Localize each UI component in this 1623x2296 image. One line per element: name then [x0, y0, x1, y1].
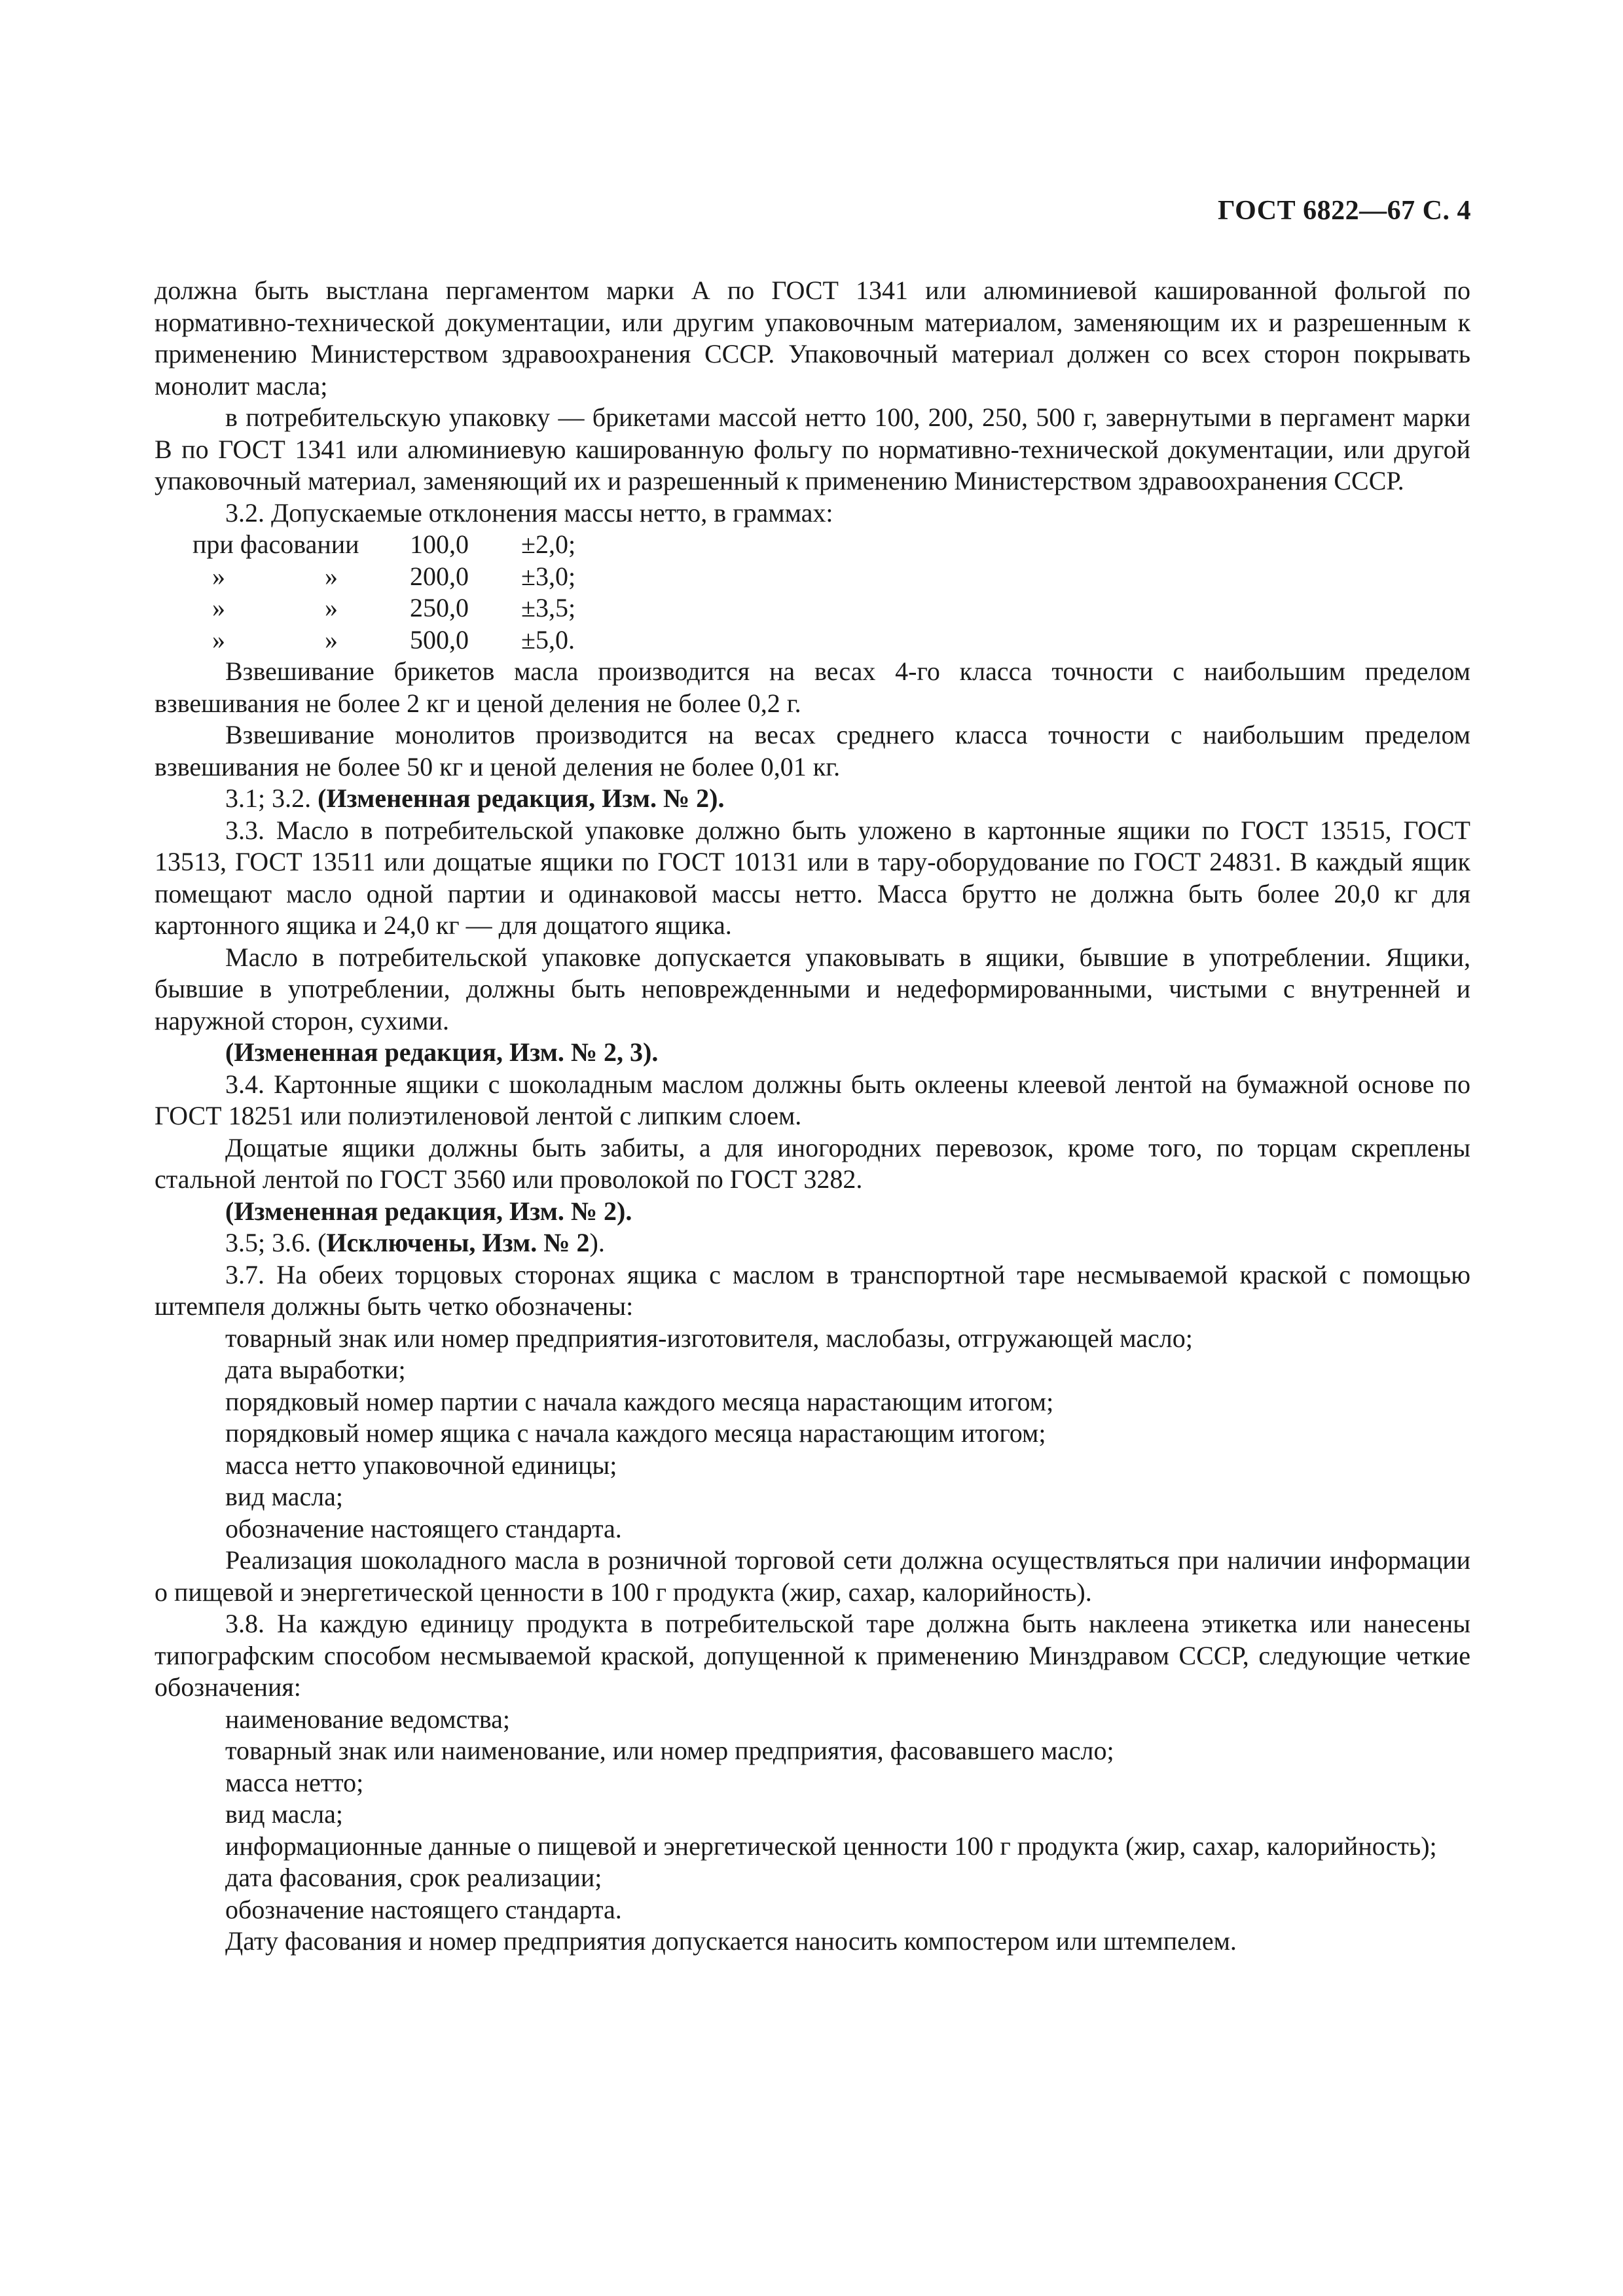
paragraph: должна быть выстлана пергаментом марки А по ГОСТ 1341 или алюминиевой кашированной фольгой по нормативно-технической документации, или другим упаковочным материалом, заменяющим их и разрешенным к применению Министерством здравоохранения СССР. Упаковочный материал должен со всех сторон покрывать монолит масла;: [155, 276, 1470, 401]
tolerance-cell: при фасовании: [192, 529, 359, 559]
tolerance-cell: 500,0: [410, 624, 469, 655]
tolerance-row: [155, 624, 1470, 656]
list-item: обозначение настоящего стандарта.: [225, 1894, 622, 1924]
list-item: масса нетто;: [225, 1767, 364, 1797]
list-item: порядковый номер ящика с начала каждого месяца нарастающим итогом;: [225, 1418, 1046, 1448]
tolerance-cell: ±3,5;: [521, 593, 576, 622]
document-body: [155, 275, 1470, 1958]
section-ref: 3.1; 3.2.: [225, 783, 318, 813]
amendment-note: [155, 783, 1470, 815]
tolerance-cell: »: [212, 624, 225, 655]
paragraph: 3.4. Картонные ящики с шоколадным маслом должны быть оклеены клеевой лентой на бумажной основе по ГОСТ 18251 или полиэтиленовой лентой с липким слоем.: [155, 1069, 1470, 1130]
tolerance-row: [155, 561, 1470, 593]
tolerance-cell: »: [325, 624, 338, 655]
list-item: дата фасования, срок реализации;: [225, 1863, 602, 1892]
paragraph: Дощатые ящики должны быть забиты, а для иногородних перевозок, кроме того, по торцам скреплены стальной лентой по ГОСТ 3560 или проволокой по ГОСТ 3282.: [155, 1132, 1470, 1194]
list-item: порядковый номер партии с начала каждого месяца нарастающим итогом;: [225, 1386, 1054, 1416]
paragraph: 3.7. На обеих торцовых сторонах ящика с маслом в транспортной таре несмываемой краской с помощью штемпеля должны быть четко обозначены:: [155, 1259, 1470, 1321]
paragraph: Масло в потребительской упаковке допускается упаковывать в ящики, бывшие в употреблении. Ящики, бывшие в употреблении, должны быть неповрежденными и недеформированными, чистыми с внутренней и наружной сторон, сухими.: [155, 942, 1470, 1035]
amendment-text: (Измененная редакция, Изм. № 2, 3).: [225, 1037, 659, 1067]
tolerance-cell: 100,0: [410, 529, 469, 559]
paragraph: Реализация шоколадного масла в розничной торговой сети должна осуществляться при наличии информации о пищевой и энергетической ценности в 100 г продукта (жир, сахар, калорийность).: [155, 1545, 1470, 1607]
list-item: информационные данные о пищевой и энергетической ценности 100 г продукта (жир, сахар, калорийность);: [225, 1831, 1437, 1861]
amendment-text: (Измененная редакция, Изм. № 2).: [225, 1196, 632, 1226]
list-item: вид масла;: [225, 1799, 344, 1829]
paragraph: Взвешивание брикетов масла производится на весах 4-го класса точности с наибольшим пределом взвешивания не более 2 кг и ценой деления не более 0,2 г.: [155, 656, 1470, 718]
tolerance-cell: »: [325, 593, 338, 622]
list-item: наименование ведомства;: [225, 1704, 510, 1734]
amendment-note: [155, 1227, 1470, 1259]
tolerance-cell: »: [212, 561, 225, 591]
paragraph: Взвешивание монолитов производится на весах среднего класса точности с наибольшим пределом взвешивания не более 50 кг и ценой деления не более 0,01 кг.: [155, 720, 1470, 781]
paragraph: 3.8. На каждую единицу продукта в потребительской таре должна быть наклеена этикетка или нанесены типографским способом несмываемой краской, допущенной к применению Минздравом СССР, следующие четкие обозначения:: [155, 1609, 1470, 1702]
section-ref: 3.5; 3.6. (: [225, 1228, 327, 1257]
list-item: товарный знак или наименование, или номер предприятия, фасовавшего масло;: [225, 1736, 1114, 1765]
paragraph: 3.2. Допускаемые отклонения массы нетто, в граммах:: [225, 497, 833, 528]
page-header: ГОСТ 6822—67 С. 4: [1217, 196, 1471, 226]
list-item: масса нетто упаковочной единицы;: [225, 1450, 617, 1480]
tolerance-cell: ±2,0;: [521, 529, 576, 559]
tolerance-cell: ±3,0;: [521, 561, 576, 591]
list-item: обозначение настоящего стандарта.: [225, 1513, 622, 1543]
paragraph: Дату фасования и номер предприятия допускается наносить компостером или штемпелем.: [225, 1926, 1237, 1956]
tolerance-row: [155, 592, 1470, 624]
amendment-text: (Измененная редакция, Изм. № 2).: [318, 783, 725, 813]
amendment-note: [155, 1037, 1470, 1069]
list-item: дата выработки;: [225, 1355, 406, 1384]
tolerance-table: [155, 529, 1470, 656]
paragraph: в потребительскую упаковку — брикетами массой нетто 100, 200, 250, 500 г, завернутыми в пергамент марки В по ГОСТ 1341 или алюминиевую кашированную фольгу по нормативно-технической документации, или другой упаковочный материал, заменяющий их и разрешенный к применению Министерством здравоохранения СССР.: [155, 403, 1470, 495]
amendment-note: [155, 1196, 1470, 1228]
tolerance-cell: »: [212, 593, 225, 622]
tolerance-cell: 200,0: [410, 561, 469, 591]
list-item: вид масла;: [225, 1482, 344, 1511]
paragraph: 3.3. Масло в потребительской упаковке должно быть уложено в картонные ящики по ГОСТ 13515, ГОСТ 13513, ГОСТ 13511 или дощатые ящики по ГОСТ 10131 или в тару-оборудование по ГОСТ 24831. В каждый ящик помещают масло одной партии и одинаковой массы нетто. Масса брутто не должна быть более 20,0 кг для картонного ящика и 24,0 кг — для дощатого ящика.: [155, 815, 1470, 940]
tolerance-cell: »: [325, 561, 338, 591]
tolerance-cell: 250,0: [410, 593, 469, 622]
section-ref-close: ).: [589, 1228, 605, 1257]
list-item: товарный знак или номер предприятия-изготовителя, маслобазы, отгружающей масло;: [225, 1323, 1193, 1353]
tolerance-row: [155, 529, 1470, 561]
tolerance-cell: ±5,0.: [521, 624, 575, 655]
amendment-text: Исключены, Изм. № 2: [326, 1228, 590, 1257]
